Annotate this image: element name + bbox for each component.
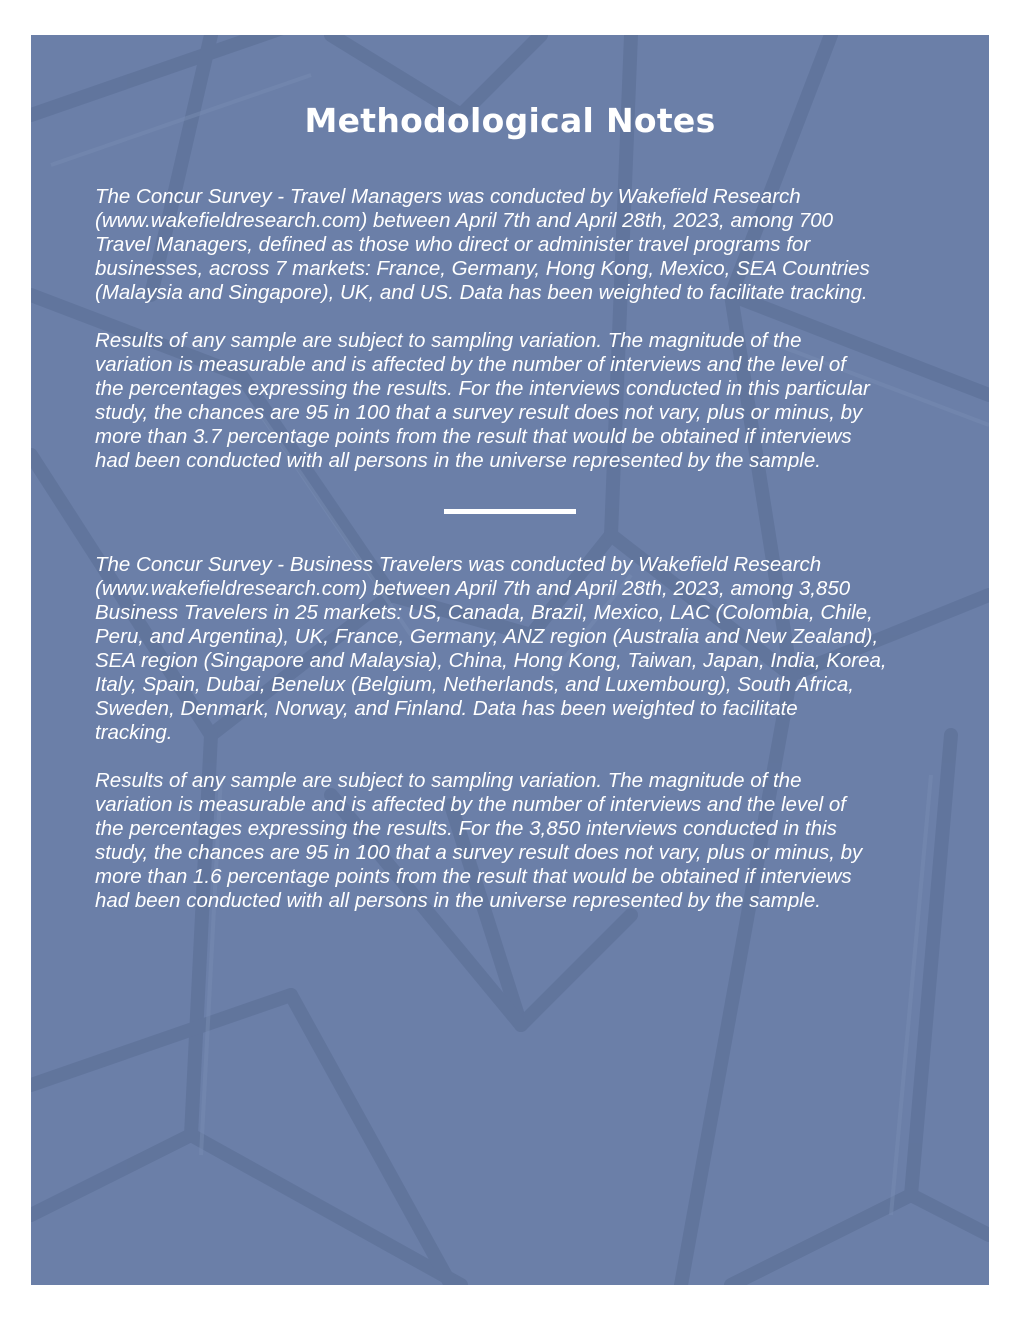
business-travelers-methodology-paragraph: The Concur Survey - Business Travelers was conducted by Wakefield Research (www.wakefieldresearch.com) between April 7th and April 28th, 2023, among 3,850 Business Travelers in 25 markets: US, Canada, Brazil, Mexico, LAC (Colombia, Chile, Peru, and Argentina), UK, France, Germany, ANZ region (Australia and New Zealand), SEA region (Singapore and Malaysia), China, Hong Kong, Taiwan, Japan, India, Korea, Italy, Spain, Dubai, Benelux (Belgium, Netherlands, and Luxembourg), South Africa, Sweden, Denmark, Norway, and Finland. Data has been weighted to facilitate tracking. [95, 553, 887, 744]
section-divider [444, 509, 576, 514]
travel-managers-methodology-paragraph: The Concur Survey - Travel Managers was conducted by Wakefield Research (www.wakefieldresearch.com) between April 7th and April 28th, 2023, among 700 Travel Managers, defined as those who direct or administer travel programs for businesses, across 7 markets: France, Germany, Hong Kong, Mexico, SEA Countries (Malaysia and Singapore), UK, and US. Data has been weighted to facilitate tracking. [95, 185, 870, 304]
methodology-panel [31, 35, 989, 1285]
business-travelers-sampling-variation-paragraph: Results of any sample are subject to sampling variation. The magnitude of the variation is measurable and is affected by the number of interviews and the level of the percentages expressing the results. For the 3,850 interviews conducted in this study, the chances are 95 in 100 that a survey result does not vary, plus or minus, by more than 1.6 percentage points from the result that would be obtained if interviews had been conducted with all persons in the universe represented by the sample. [95, 769, 863, 912]
page-title: Methodological Notes [304, 101, 716, 140]
travel-managers-sampling-variation-paragraph: Results of any sample are subject to sampling variation. The magnitude of the variation is measurable and is affected by the number of interviews and the level of the percentages expressing the results. For the interviews conducted in this particular study, the chances are 95 in 100 that a survey result does not vary, plus or minus, by more than 3.7 percentage points from the result that would be obtained if interviews had been conducted with all persons in the universe represented by the sample. [95, 329, 870, 472]
